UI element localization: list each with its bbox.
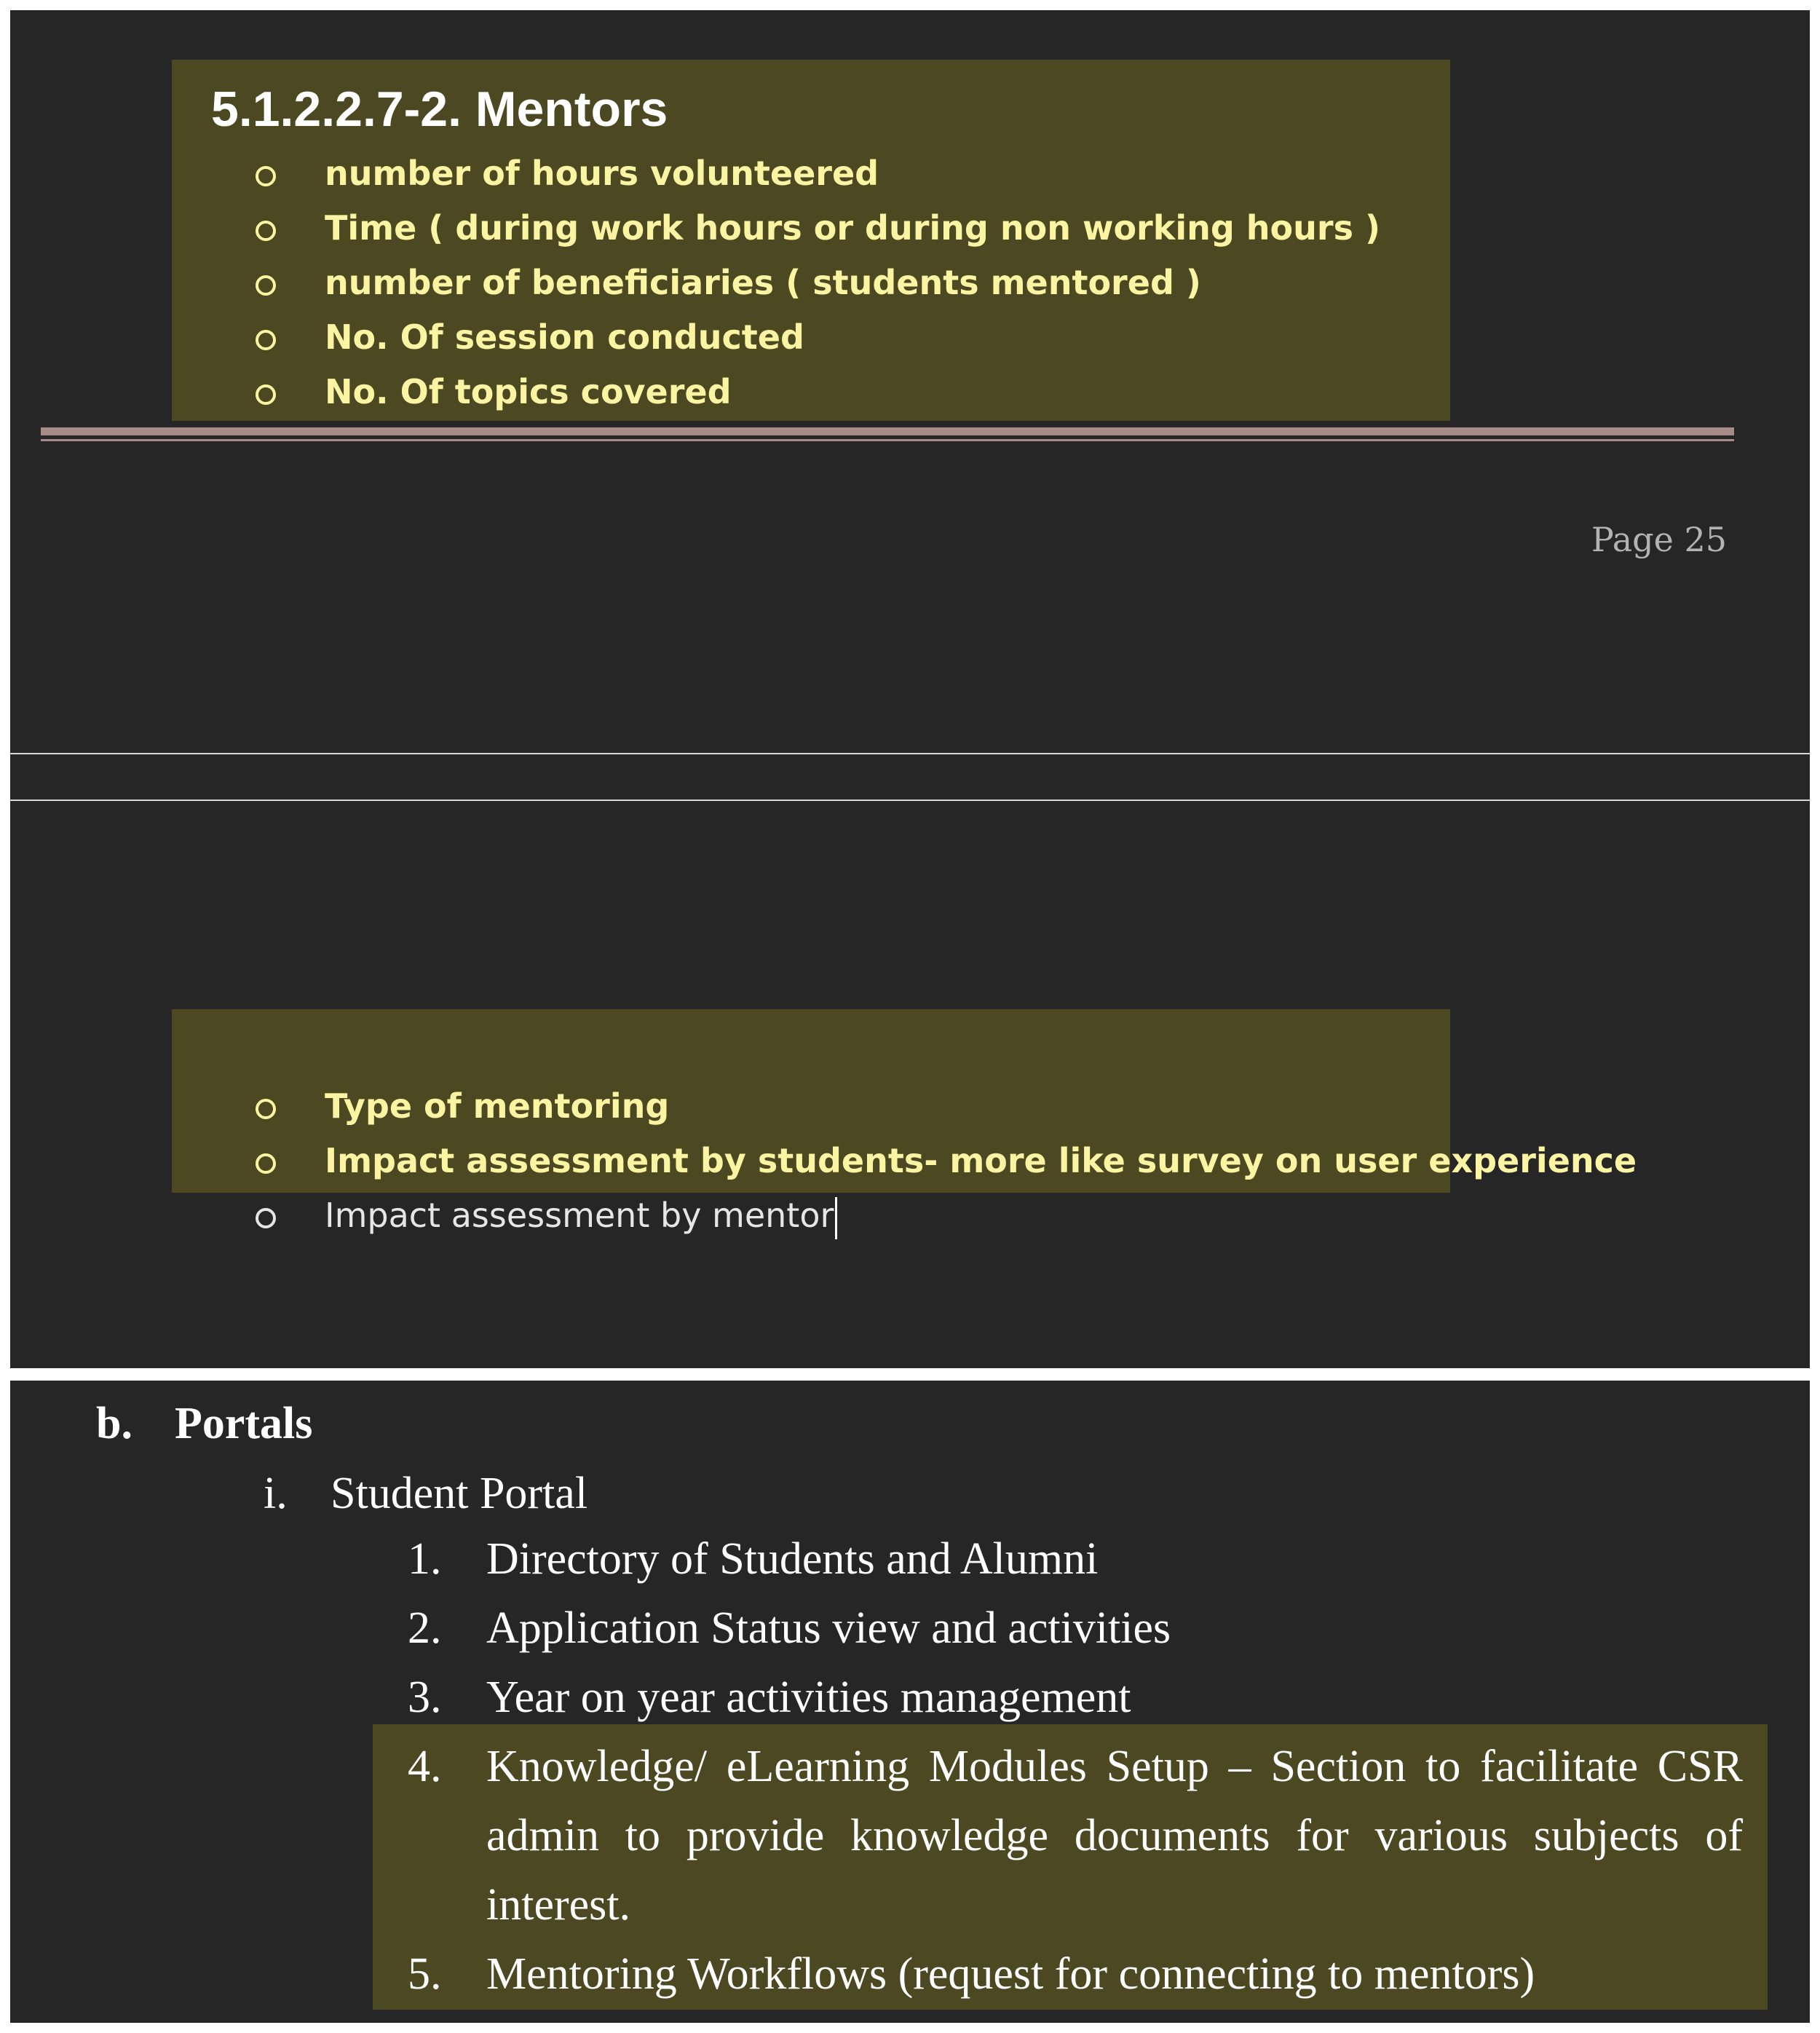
circle-bullet-icon [256,1134,276,1188]
document-canvas[interactable]: 5.1.2.2.7-2. Mentors number of hours volunteered Time ( during work hours or during non working hours ) number of beneficiaries ( students mentored ) No. Of session conducted No. Of topics covered Page 25 Type of mentoring Impact assessment by students- more like survey on user experience Impact assessment by mentor [10,10,1810,1368]
text-cursor [835,1197,837,1239]
page-break-line [10,800,1810,801]
footer-rule-thin [41,439,1734,441]
list-item-text-wrapped: Knowledge/ eLearning Modules Setup – Section to facilitate CSR admin to provide knowledge documents for various subjects of interest. [486,1742,1743,1930]
footer-rule [41,427,1734,435]
circle-bullet-icon [256,146,276,201]
section-title-portals: Portals [175,1399,313,1448]
subsection-marker: i. [264,1469,288,1518]
circle-bullet-icon [256,256,276,310]
circle-bullet-icon [256,365,276,419]
page-number: Page 25 [1591,520,1727,559]
subsection-title-student-portal: Student Portal [331,1469,588,1518]
circle-bullet-icon [256,310,276,365]
portals-excerpt[interactable]: b. Portals i. Student Portal 1. Directory of Students and Alumni 2. Application Status view and activities 3. Year on year activities management 4. Knowledge/ eLearning Modules Setup – Section to facilitate CSR admin to provide knowledge documents for various subjects of interest. 5. Mentoring Workflows (request for connecting to mentors) [10,1381,1810,2023]
list-item-text[interactable]: Impact assessment by mentor [325,1196,834,1235]
section-marker: b. [96,1399,132,1448]
page-break-line [10,753,1810,754]
circle-bullet-icon [256,1079,276,1134]
section-heading-mentors: 5.1.2.2.7-2. Mentors [211,82,668,137]
circle-bullet-icon [256,201,276,256]
circle-bullet-icon [256,1188,276,1243]
